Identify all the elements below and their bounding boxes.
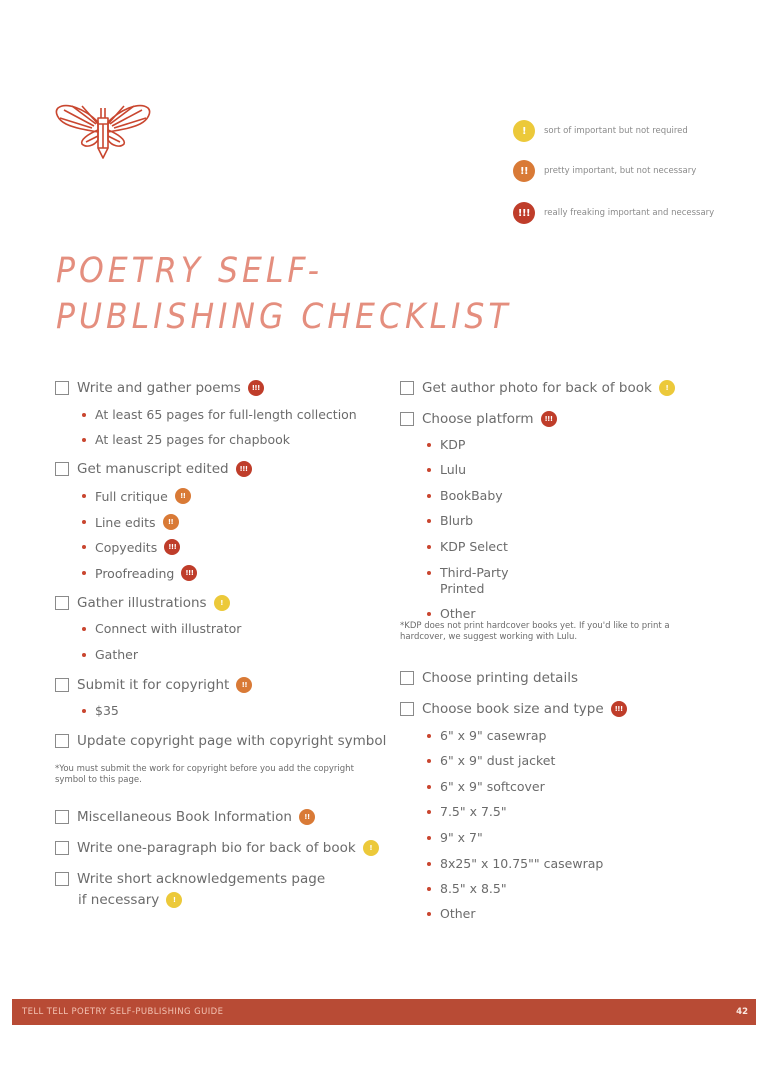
checkbox[interactable]: [55, 381, 69, 395]
page-footer: [12, 999, 756, 1025]
legend-text: sort of important but not required: [544, 126, 688, 136]
checklist-item-gather-illustrations[interactable]: Gather illustrations !: [55, 595, 230, 611]
moth-pencil-logo-icon: [54, 102, 152, 162]
bullet-icon: [427, 862, 431, 866]
checklist-item-submit-copyright[interactable]: Submit it for copyright !!: [55, 677, 252, 693]
importance-low-icon: !: [214, 595, 230, 611]
sub-item: 6" x 9" casewrap: [427, 728, 553, 743]
bullet-icon: [427, 810, 431, 814]
sub-item-continuation: Printed: [440, 581, 485, 596]
title-line-1: POETRY SELF-: [56, 251, 323, 291]
bullet-icon: [427, 785, 431, 789]
checklist-item-misc-info[interactable]: Miscellaneous Book Information !!: [55, 809, 315, 825]
checklist-item-write-poems[interactable]: Write and gather poems !!!: [55, 380, 264, 396]
checkbox[interactable]: [55, 810, 69, 824]
importance-low-icon: !: [659, 380, 675, 396]
sub-item: 9" x 7": [427, 830, 490, 845]
checkbox[interactable]: [400, 671, 414, 685]
importance-medium-icon: !!: [236, 677, 252, 693]
sub-item: 8x25" x 10.75"" casewrap: [427, 856, 610, 871]
importance-high-icon: !!!: [541, 411, 557, 427]
page-title: [56, 248, 512, 340]
bullet-icon: [82, 653, 86, 657]
checkbox[interactable]: [55, 462, 69, 476]
bullet-icon: [427, 734, 431, 738]
checkbox[interactable]: [400, 412, 414, 426]
sub-item: Other: [427, 606, 483, 621]
sub-item: 6" x 9" softcover: [427, 779, 552, 794]
sub-item: Blurb: [427, 513, 480, 528]
bullet-icon: [427, 443, 431, 447]
importance-low-icon: !: [363, 840, 379, 856]
checkbox[interactable]: [400, 381, 414, 395]
bullet-icon: [427, 468, 431, 472]
importance-high-icon: !!!: [181, 565, 197, 581]
sub-item: $35: [82, 703, 126, 718]
footer-guide-title: TELL TELL POETRY SELF-PUBLISHING GUIDE: [22, 1007, 224, 1017]
sub-item: At least 25 pages for chapbook: [82, 432, 297, 447]
legend-text: really freaking important and necessary: [544, 208, 715, 218]
importance-high-icon: !!!: [164, 539, 180, 555]
bullet-icon: [82, 545, 86, 549]
sub-item: 7.5" x 7.5": [427, 804, 514, 819]
importance-high-icon: !!!: [513, 202, 535, 224]
bullet-icon: [82, 709, 86, 713]
sub-item: 6" x 9" dust jacket: [427, 753, 562, 768]
importance-low-icon: !: [166, 892, 182, 908]
title-line-2: PUBLISHING CHECKLIST: [56, 297, 512, 337]
sub-item: Connect with illustrator: [82, 621, 248, 636]
bullet-icon: [427, 519, 431, 523]
checklist-item-choose-platform[interactable]: Choose platform !!!: [400, 411, 557, 427]
checklist-item-acknowledgements[interactable]: Write short acknowledgements page: [55, 871, 332, 887]
importance-medium-icon: !!: [163, 514, 179, 530]
checklist-item-update-copyright[interactable]: Update copyright page with copyright symbol: [55, 733, 393, 749]
checklist-item-printing-details[interactable]: Choose printing details: [400, 670, 585, 686]
importance-medium-icon: !!: [175, 488, 191, 504]
checkbox[interactable]: [55, 678, 69, 692]
bullet-icon: [427, 612, 431, 616]
legend-row-med: [513, 160, 696, 182]
bullet-icon: [427, 494, 431, 498]
importance-low-icon: !: [513, 120, 535, 142]
sub-item: Full critique !!: [82, 488, 191, 504]
importance-medium-icon: !!: [513, 160, 535, 182]
checklist-item-bio[interactable]: Write one-paragraph bio for back of book !: [55, 840, 379, 856]
sub-item: At least 65 pages for full-length collection: [82, 407, 364, 422]
legend-row-high: [513, 202, 714, 224]
page-number: 42: [736, 1007, 748, 1017]
bullet-icon: [82, 438, 86, 442]
importance-high-icon: !!!: [611, 701, 627, 717]
bullet-icon: [82, 413, 86, 417]
copyright-footnote: *You must submit the work for copyright before you add the copyright symbol to this page.: [55, 764, 354, 785]
bullet-icon: [427, 571, 431, 575]
bullet-icon: [427, 912, 431, 916]
bullet-icon: [82, 627, 86, 631]
checklist-item-book-size[interactable]: Choose book size and type !!!: [400, 701, 627, 717]
sub-item: 8.5" x 8.5": [427, 881, 514, 896]
importance-medium-icon: !!: [299, 809, 315, 825]
checkbox[interactable]: [55, 841, 69, 855]
checklist-item-manuscript-edited[interactable]: Get manuscript edited !!!: [55, 461, 252, 477]
legend-row-low: [513, 120, 688, 142]
legend-text: pretty important, but not necessary: [544, 166, 697, 176]
checklist-item-author-photo[interactable]: Get author photo for back of book !: [400, 380, 675, 396]
sub-item: KDP Select: [427, 539, 515, 554]
bullet-icon: [82, 571, 86, 575]
sub-item: KDP: [427, 437, 472, 452]
sub-item: Other: [427, 906, 483, 921]
bullet-icon: [427, 836, 431, 840]
sub-item: Copyedits !!!: [82, 539, 180, 555]
bullet-icon: [427, 759, 431, 763]
bullet-icon: [82, 494, 86, 498]
importance-high-icon: !!!: [248, 380, 264, 396]
checkbox[interactable]: [55, 596, 69, 610]
sub-item: Line edits !!: [82, 514, 179, 530]
bullet-icon: [82, 520, 86, 524]
sub-item: Third-Party: [427, 565, 515, 580]
sub-item: BookBaby: [427, 488, 510, 503]
bullet-icon: [427, 887, 431, 891]
checkbox[interactable]: [55, 734, 69, 748]
sub-item: Lulu: [427, 462, 473, 477]
sub-item: Proofreading !!!: [82, 565, 197, 581]
checkbox[interactable]: [400, 702, 414, 716]
acknowledgements-line-2: if necessary !: [78, 892, 182, 908]
checkbox[interactable]: [55, 872, 69, 886]
sub-item: Gather: [82, 647, 145, 662]
bullet-icon: [427, 545, 431, 549]
kdp-footnote: *KDP does not print hardcover books yet. If you'd like to print a hardcover, we suggest working with Lulu.: [400, 621, 670, 642]
importance-high-icon: !!!: [236, 461, 252, 477]
